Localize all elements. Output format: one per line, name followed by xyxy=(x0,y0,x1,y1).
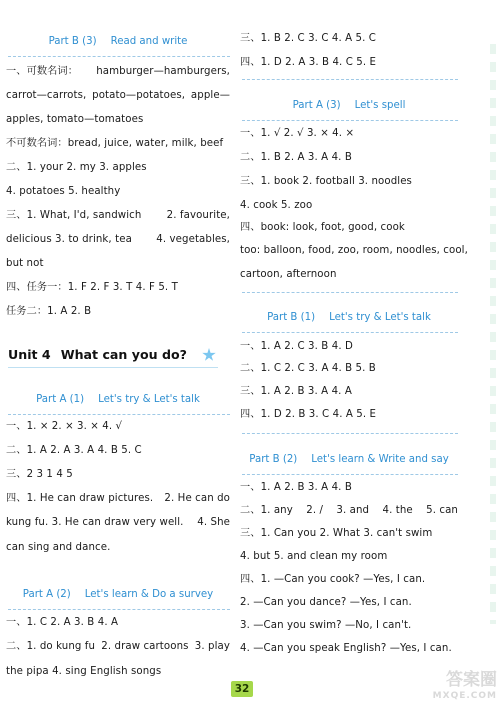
section-part-label: Part A (1) xyxy=(36,394,85,405)
answer-line: 4. —Can you speak English? —Yes, I can. xyxy=(240,643,452,654)
answer-text: 4. She xyxy=(197,517,230,528)
section-part-label: Part B (3) xyxy=(48,36,97,47)
answer-line: can sing and dance. xyxy=(6,542,111,553)
divider xyxy=(8,414,230,415)
answer-text: apple— xyxy=(190,90,230,101)
answer-line xyxy=(6,516,230,530)
answer-line: 三、1. book 2. football 3. noodles xyxy=(240,176,412,187)
answer-line: 三、1. B 2. C 3. C 4. A 5. C xyxy=(240,33,377,44)
divider xyxy=(242,120,458,121)
answer-line: cartoon, afternoon xyxy=(240,269,337,280)
answer-text: carrot—carrots, xyxy=(6,90,87,101)
section-heading-part-b3 xyxy=(6,36,230,47)
answer-text: delicious 3. to drink, tea xyxy=(6,234,132,245)
divider xyxy=(242,433,458,434)
answer-line: 一、1. √ 2. √ 3. × 4. × xyxy=(240,128,355,139)
divider xyxy=(242,292,458,293)
answer-text: 2. favourite, xyxy=(166,210,230,221)
unit-label: Unit 4 xyxy=(8,347,51,362)
answer-text: 2. draw cartoons xyxy=(101,641,189,652)
watermark-sub: MXQE.COM xyxy=(432,691,497,701)
answer-text: 二、1. any xyxy=(240,505,293,516)
answer-text: 四、1. He can draw pictures. xyxy=(6,493,154,504)
answer-text: 一、可数名词： xyxy=(6,66,79,77)
answer-text: 二、1. do kung fu xyxy=(6,641,96,652)
answer-line: too: balloon, food, zoo, room, noodles, cool, xyxy=(240,245,468,256)
section-title: Let's try & Let's talk xyxy=(98,394,200,405)
answer-line: 二、1. B 2. A 3. A 4. B xyxy=(240,152,352,163)
answer-line xyxy=(6,492,230,506)
answer-text: 4. the xyxy=(382,505,413,516)
answer-text: 3. play xyxy=(194,641,230,652)
answer-text: hamburger—hamburgers, xyxy=(96,66,230,77)
divider xyxy=(8,56,230,57)
answer-line: 四、book: look, foot, good, cook xyxy=(240,222,405,233)
answer-text: 4. vegetables, xyxy=(156,234,230,245)
section-part-label: Part B (1) xyxy=(267,312,316,323)
answer-line: 二、1. C 2. C 3. A 4. B 5. B xyxy=(240,363,376,374)
answer-text: 三、1. What, I'd, sandwich xyxy=(6,210,142,221)
answer-text: 5. can xyxy=(426,505,458,516)
section-part-label: Part A (2) xyxy=(22,589,71,600)
answer-line: 2. —Can you dance? —Yes, I can. xyxy=(240,597,412,608)
answer-line: 4. but 5. and clean my room xyxy=(240,551,388,562)
answer-text: 2. He can do xyxy=(164,493,230,504)
section-part-label: Part B (2) xyxy=(249,454,298,465)
answer-line xyxy=(6,65,230,79)
divider xyxy=(242,332,458,333)
answer-line: apples, tomato—tomatoes xyxy=(6,114,144,125)
divider xyxy=(242,79,458,80)
answer-line: but not xyxy=(6,258,44,269)
star-icon xyxy=(202,348,216,362)
unit-name: What can you do? xyxy=(60,347,187,362)
margin-decoration xyxy=(490,44,496,624)
page-number: 32 xyxy=(231,681,253,697)
answer-line: 一、1. A 2. B 3. A 4. B xyxy=(240,482,352,493)
answer-line: 四、1. D 2. A 3. B 4. C 5. E xyxy=(240,57,377,68)
answer-line xyxy=(240,504,458,518)
watermark-text: 答案圈 xyxy=(446,670,497,690)
answer-line: 4. potatoes 5. healthy xyxy=(6,186,121,197)
watermark xyxy=(415,672,497,706)
divider xyxy=(8,609,230,610)
answer-line: 4. cook 5. zoo xyxy=(240,200,313,211)
section-heading-part-a2 xyxy=(6,589,230,600)
answer-line xyxy=(6,640,230,654)
unit-title xyxy=(8,347,187,362)
answer-line: 一、1. × 2. × 3. × 4. √ xyxy=(6,421,123,432)
answer-line: 任务二：1. A 2. B xyxy=(6,306,92,317)
section-heading-part-b1 xyxy=(240,312,458,323)
answer-line: 不可数名词：bread, juice, water, milk, beef xyxy=(6,138,224,149)
answer-line xyxy=(6,233,230,247)
unit-rule xyxy=(8,367,218,368)
answer-line: 3. —Can you swim? —No, I can't. xyxy=(240,620,412,631)
section-heading-part-a1 xyxy=(6,394,230,405)
answer-line: 二、1. your 2. my 3. apples xyxy=(6,162,147,173)
answer-text: 2. / xyxy=(306,505,324,516)
answer-line: 四、1. —Can you cook? —Yes, I can. xyxy=(240,574,426,585)
answer-line: 三、1. A 2. B 3. A 4. A xyxy=(240,386,352,397)
section-title: Let's learn & Do a survey xyxy=(84,589,214,600)
section-heading-part-a3 xyxy=(240,100,458,111)
section-heading-part-b2 xyxy=(240,454,458,465)
answer-line: 一、1. C 2. A 3. B 4. A xyxy=(6,617,119,628)
section-title: Let's spell xyxy=(354,100,406,111)
answer-line: 一、1. A 2. C 3. B 4. D xyxy=(240,341,353,352)
answer-line: 四、任务一：1. F 2. F 3. T 4. F 5. T xyxy=(6,282,178,293)
answer-line: 四、1. D 2. B 3. C 4. A 5. E xyxy=(240,409,377,420)
answer-text: 3. and xyxy=(336,505,370,516)
section-title: Read and write xyxy=(110,36,188,47)
answer-line: 三、2 3 1 4 5 xyxy=(6,469,73,480)
divider xyxy=(242,474,458,475)
answer-text: kung fu. 3. He can draw very well. xyxy=(6,517,184,528)
answer-line xyxy=(6,209,230,223)
section-title: Let's learn & Write and say xyxy=(311,454,449,465)
section-part-label: Part A (3) xyxy=(292,100,341,111)
answer-text: potato—potatoes, xyxy=(92,90,186,101)
answer-line: 二、1. A 2. A 3. A 4. B 5. C xyxy=(6,445,142,456)
answer-line: the pipa 4. sing English songs xyxy=(6,666,162,677)
answer-line xyxy=(6,89,230,103)
section-title: Let's try & Let's talk xyxy=(329,312,431,323)
answer-line: 三、1. Can you 2. What 3. can't swim xyxy=(240,528,433,539)
